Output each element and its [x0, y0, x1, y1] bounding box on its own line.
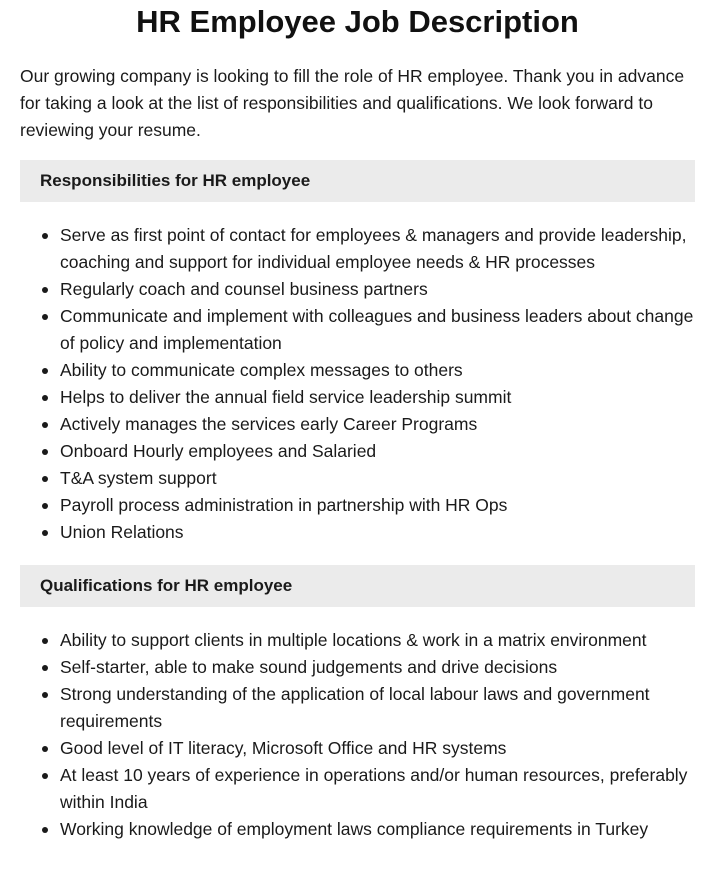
- bullet-icon: [42, 476, 48, 482]
- page-title: HR Employee Job Description: [136, 4, 579, 39]
- list-item: [60, 411, 695, 438]
- list-item: [60, 465, 695, 492]
- list-item: [60, 735, 695, 762]
- bullet-icon: [42, 638, 48, 644]
- list-item: [60, 438, 695, 465]
- list-item: [60, 519, 695, 546]
- bullet-icon: [42, 287, 48, 293]
- list-item: [60, 654, 695, 681]
- responsibilities-list: [20, 222, 695, 546]
- list-item: [60, 816, 695, 843]
- bullet-icon: [42, 827, 48, 833]
- list-item-text: Serve as first point of contact for employees & managers and provide leadership, coaching and support for individual employee needs & HR processes: [60, 225, 687, 272]
- list-item-text: Self-starter, able to make sound judgements and drive decisions: [60, 657, 558, 677]
- responsibilities-heading: Responsibilities for HR employee: [20, 160, 695, 202]
- bullet-icon: [42, 368, 48, 374]
- qualifications-list: [20, 627, 695, 843]
- intro-paragraph: Our growing company is looking to fill the role of HR employee. Thank you in advance for taking a look at the list of responsibilities and qualifications. We look forward to reviewing your resume.: [20, 66, 685, 140]
- list-item-text: Working knowledge of employment laws compliance requirements in Turkey: [60, 819, 649, 839]
- list-item-text: Onboard Hourly employees and Salaried: [60, 441, 377, 461]
- bullet-icon: [42, 314, 48, 320]
- list-item: [60, 276, 695, 303]
- bullet-icon: [42, 773, 48, 779]
- bullet-icon: [42, 233, 48, 239]
- list-item: [60, 681, 695, 735]
- list-item-text: Ability to communicate complex messages to others: [60, 360, 463, 380]
- bullet-icon: [42, 530, 48, 536]
- list-item-text: Good level of IT literacy, Microsoft Office and HR systems: [60, 738, 507, 758]
- list-item-text: Actively manages the services early Career Programs: [60, 414, 478, 434]
- list-item-text: Payroll process administration in partnership with HR Ops: [60, 495, 508, 515]
- list-item: [60, 384, 695, 411]
- list-item-text: At least 10 years of experience in operations and/or human resources, preferably within India: [60, 765, 688, 812]
- list-item: [60, 762, 695, 816]
- list-item: [60, 492, 695, 519]
- list-item-text: Ability to support clients in multiple locations & work in a matrix environment: [60, 630, 647, 650]
- list-item-text: Strong understanding of the application of local labour laws and government requirements: [60, 684, 650, 731]
- bullet-icon: [42, 692, 48, 698]
- list-item-text: Communicate and implement with colleagues and business leaders about change of policy and implementation: [60, 306, 694, 353]
- bullet-icon: [42, 503, 48, 509]
- bullet-icon: [42, 449, 48, 455]
- bullet-icon: [42, 746, 48, 752]
- list-item: [60, 357, 695, 384]
- list-item-text: T&A system support: [60, 468, 217, 488]
- bullet-icon: [42, 665, 48, 671]
- bullet-icon: [42, 395, 48, 401]
- bullet-icon: [42, 422, 48, 428]
- list-item-text: Helps to deliver the annual field service leadership summit: [60, 387, 512, 407]
- list-item-text: Union Relations: [60, 522, 184, 542]
- list-item: [60, 627, 695, 654]
- list-item: [60, 222, 695, 276]
- list-item-text: Regularly coach and counsel business partners: [60, 279, 428, 299]
- qualifications-heading: Qualifications for HR employee: [20, 565, 695, 607]
- list-item: [60, 303, 695, 357]
